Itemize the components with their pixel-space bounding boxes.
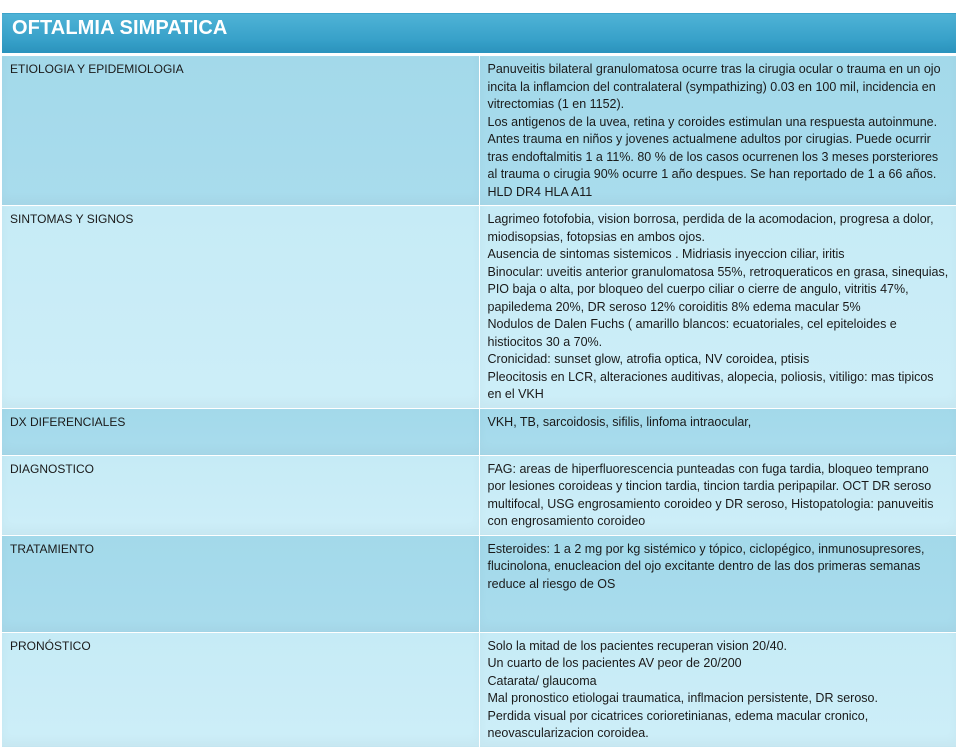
summary-table [1, 12, 957, 748]
row-content [479, 455, 957, 535]
table-row-etiologia [2, 55, 957, 206]
page-title: OFTALMIA SIMPATICA [2, 13, 957, 55]
row-label: DX DIFERENCIALES [2, 408, 480, 455]
row-label: DIAGNOSTICO [2, 455, 480, 535]
content-line: Los antigenos de la uvea, retina y coroides estimulan una respuesta autoinmune. Antes trauma en niños y jovenes actualmene adultos por cirugias. Puede ocurrir tras endoftalmitis 1 a 11%. 80 % de los casos ocurrenen los 3 meses porsteriores al trauma o cirugia 90% ocurre 1 año despues. Se han reportado de 1 a 66 años. [487, 114, 939, 181]
content-line: Pleocitosis en LCR, alteraciones auditivas, alopecia, poliosis, vitiligo: mas tipicos en el VKH [487, 369, 934, 401]
row-content [479, 55, 957, 206]
content-line: Binocular: uveitis anterior granulomatosa 55%, retroqueraticos en grasa, sinequias, PIO baja o alta, por bloqueo del cuerpo ciliar o cierre de angulo, vitritis 47%, papiledema 20%, DR seroso 12% coroiditis 8% edema macular 5% [487, 264, 949, 314]
row-label: PRONÓSTICO [2, 632, 480, 747]
content-line: HLD DR4 HLA A11 [487, 184, 593, 199]
content-line: Catarata/ glaucoma [487, 673, 597, 688]
row-content [479, 535, 957, 632]
content-line: Lagrimeo fotofobia, vision borrosa, perdida de la acomodacion, progresa a dolor, miodisopsias, fotopsias en ambos ojos. [487, 212, 934, 244]
content-line: Mal pronostico etiologai traumatica, inflmacion persistente, DR seroso. [487, 691, 878, 705]
table-row-dx-diferenciales [2, 408, 957, 455]
content-line: Perdida visual por cicatrices corioretinianas, edema macular cronico, neovascularizacion coroidea. [487, 708, 869, 740]
row-label: ETIOLOGIA Y EPIDEMIOLOGIA [2, 55, 480, 206]
content-line: Esteroides: 1 a 2 mg por kg sistémico y tópico, ciclopégico, inmunosupresores, flucinolona, enucleacion del ojo excitante dentro de las dos primeras semanas reduce al riesgo de OS [487, 541, 925, 591]
content-line: Panuveitis bilateral granulomatosa ocurre tras la cirugia ocular o trauma en un ojo incita la inflamcion del contralateral (sympathizing) 0.03 en 100 mil, incidencia en vitrectomias (1 en 1152). [487, 62, 941, 111]
table-row-pronostico [2, 632, 957, 747]
table-header-row [2, 13, 957, 55]
content-line: VKH, TB, sarcoidosis, sifilis, linfoma intraocular, [487, 414, 752, 429]
content-line: Ausencia de sintomas sistemicos . Midriasis inyeccion ciliar, iritis [487, 247, 845, 261]
row-content [479, 632, 957, 747]
content-line: Nodulos de Dalen Fuchs ( amarillo blancos: ecuatoriales, cel epiteloides e histiocitos 30 a 70%. [487, 317, 897, 349]
row-content [479, 408, 957, 455]
row-label: SINTOMAS Y SIGNOS [2, 206, 480, 409]
row-content [479, 206, 957, 409]
table-row-tratamiento [2, 535, 957, 632]
table-row-sintomas [2, 206, 957, 409]
content-line: FAG: areas de hiperfluorescencia punteadas con fuga tardia, bloqueo temprano por lesiones coroideas y tincion tardia, tincion tardia peripapilar. OCT DR seroso multifocal, USG engrosamiento coroideo y DR seroso, Histopatologia: panuveitis con engrosamiento coroideo [487, 461, 934, 528]
row-label: TRATAMIENTO [2, 535, 480, 632]
content-line: Un cuarto de los pacientes AV peor de 20/200 [487, 656, 742, 670]
table-row-diagnostico [2, 455, 957, 535]
content-line: Solo la mitad de los pacientes recuperan vision 20/40. [487, 638, 787, 653]
content-line: Cronicidad: sunset glow, atrofia optica, NV coroidea, ptisis [487, 352, 810, 366]
